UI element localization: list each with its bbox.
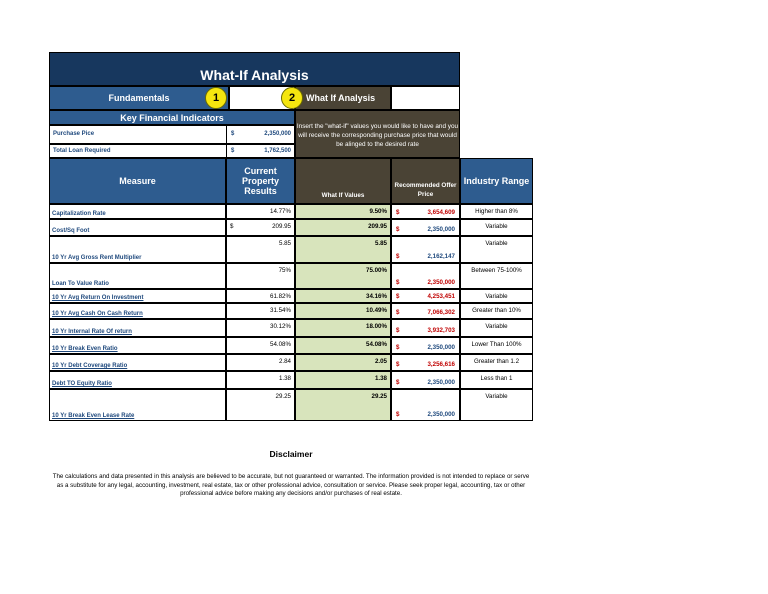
whatif-value[interactable]: 10.49% (366, 307, 387, 314)
current-value: 75% (278, 267, 291, 274)
recommended-value: 2,162,147 (427, 253, 455, 260)
key-indicators-header: Key Financial Indicators (49, 110, 295, 125)
current-value: 14.77% (270, 208, 291, 215)
current-value: 5.85 (278, 240, 291, 247)
range-cell (460, 389, 533, 421)
whatif-values-header: What If Values (295, 158, 391, 204)
industry-range-value: Variable (485, 323, 508, 330)
fundamentals-label: Fundamentals (108, 93, 170, 103)
recommended-cell (391, 389, 460, 421)
current-value: 29.25 (275, 393, 291, 400)
range-cell (460, 289, 533, 303)
whatif-label: What If Analysis (306, 93, 376, 103)
instructions-text: Insert the "what-if" values you would like to have and you will receive the corresponding purchase price that would be alinged to the desired rate (295, 110, 460, 158)
total-loan-currency: $ (231, 148, 235, 154)
measure-label[interactable]: Capitalization Rate (52, 211, 106, 217)
whatif-input-cell[interactable] (295, 289, 391, 303)
current-cell (226, 303, 295, 319)
current-cell (226, 354, 295, 371)
whatif-tab[interactable] (295, 86, 391, 110)
current-value: 209.95 (272, 223, 291, 230)
measure-label[interactable]: 10 Yr Internal Rate Of return (52, 329, 132, 335)
whatif-input-cell[interactable] (295, 319, 391, 337)
range-cell (460, 303, 533, 319)
measure-cell (49, 204, 226, 219)
current-cell (226, 219, 295, 236)
whatif-value[interactable]: 34.16% (366, 293, 387, 300)
range-cell (460, 204, 533, 219)
recommended-price-header: Recommended Offer Price (391, 158, 460, 204)
recommended-cell (391, 337, 460, 354)
whatif-value[interactable]: 1.38 (374, 375, 387, 382)
whatif-input-cell[interactable] (295, 204, 391, 219)
current-value: 31.54% (270, 307, 291, 314)
measure-cell (49, 337, 226, 354)
recommended-cell (391, 319, 460, 337)
current-value: 54.08% (270, 341, 291, 348)
recommended-value: 2,350,000 (427, 279, 455, 286)
industry-range-header: Industry Range (460, 158, 533, 204)
recommended-value: 3,654,609 (427, 209, 455, 216)
table-row (49, 204, 533, 219)
recommended-currency: $ (396, 253, 400, 260)
recommended-currency: $ (396, 327, 400, 334)
purchase-price-row (49, 125, 295, 144)
measure-cell (49, 303, 226, 319)
measure-cell (49, 263, 226, 289)
current-currency: $ (230, 223, 234, 230)
current-cell (226, 389, 295, 421)
recommended-cell (391, 263, 460, 289)
whatif-input-cell[interactable] (295, 303, 391, 319)
current-cell (226, 371, 295, 389)
recommended-currency: $ (396, 379, 400, 386)
industry-range-value: Variable (485, 223, 508, 230)
table-row (49, 263, 533, 289)
table-row (49, 289, 533, 303)
recommended-cell (391, 371, 460, 389)
range-cell (460, 354, 533, 371)
whatif-value[interactable]: 29.25 (371, 393, 387, 400)
industry-range-value: Lower Than 100% (471, 341, 522, 348)
current-value: 30.12% (270, 323, 291, 330)
range-cell (460, 236, 533, 263)
measure-cell (49, 236, 226, 263)
measure-cell (49, 289, 226, 303)
page-title: What-If Analysis (49, 52, 460, 86)
range-cell (460, 371, 533, 389)
recommended-cell (391, 219, 460, 236)
table-row (49, 319, 533, 337)
whatif-input-cell[interactable] (295, 236, 391, 263)
whatif-input-cell[interactable] (295, 371, 391, 389)
measure-label[interactable]: 10 Yr Debt Coverage Ratio (52, 363, 128, 369)
measure-label[interactable]: Loan To Value Ratio (52, 281, 109, 287)
table-row (49, 354, 533, 371)
recommended-cell (391, 289, 460, 303)
whatif-value[interactable]: 18.00% (366, 323, 387, 330)
table-row (49, 303, 533, 319)
industry-range-value: Greater than 1.2 (473, 358, 520, 365)
recommended-value: 2,350,000 (427, 226, 455, 233)
recommended-value: 3,256,616 (427, 361, 455, 368)
current-value: 2.84 (278, 358, 291, 365)
current-cell (226, 319, 295, 337)
whatif-value[interactable]: 209.95 (368, 223, 387, 230)
whatif-value[interactable]: 2.05 (374, 358, 387, 365)
total-loan-label: Total Loan Required (53, 148, 111, 154)
current-value: 1.38 (278, 375, 291, 382)
current-cell (226, 289, 295, 303)
measure-label[interactable]: Debt TO Equity Ratio (52, 381, 112, 387)
recommended-currency: $ (396, 411, 400, 418)
measure-cell (49, 319, 226, 337)
current-results-header: Current Property Results (226, 158, 295, 204)
recommended-value: 2,350,000 (427, 344, 455, 351)
industry-range-value: Greater than 10% (472, 307, 521, 314)
recommended-currency: $ (396, 209, 400, 216)
measure-cell (49, 219, 226, 236)
whatif-value[interactable]: 54.08% (366, 341, 387, 348)
table-row (49, 389, 533, 421)
recommended-value: 7,066,302 (427, 309, 455, 316)
measure-label[interactable]: 10 Yr Avg Return On Investment (52, 295, 144, 301)
purchase-price-value: 2,350,000 (264, 131, 291, 137)
whatif-value[interactable]: 75.00% (366, 267, 387, 274)
recommended-value: 3,932,703 (427, 327, 455, 334)
table-row (49, 337, 533, 354)
measure-label[interactable]: Cost/Sq Foot (52, 228, 90, 234)
nav-empty-cell (391, 86, 460, 110)
whatif-value[interactable]: 5.85 (374, 240, 387, 247)
measure-label[interactable]: 10 Yr Break Even Ratio (52, 346, 118, 352)
industry-range-value: Variable (485, 393, 508, 400)
recommended-cell (391, 303, 460, 319)
recommended-cell (391, 236, 460, 263)
measure-cell (49, 371, 226, 389)
total-loan-row (49, 144, 295, 158)
fundamentals-tab[interactable] (49, 86, 229, 110)
industry-range-value: Variable (485, 240, 508, 247)
measure-label[interactable]: 10 Yr Avg Cash On Cash Return (52, 311, 143, 317)
whatif-input-cell[interactable] (295, 337, 391, 354)
recommended-currency: $ (396, 344, 400, 351)
recommended-currency: $ (396, 226, 400, 233)
current-value: 61.82% (270, 293, 291, 300)
current-cell (226, 263, 295, 289)
whatif-value[interactable]: 9.50% (369, 208, 387, 215)
whatif-input-cell[interactable] (295, 354, 391, 371)
recommended-cell (391, 354, 460, 371)
range-cell (460, 263, 533, 289)
current-cell (226, 236, 295, 263)
recommended-cell (391, 204, 460, 219)
recommended-value: 2,350,000 (427, 411, 455, 418)
industry-range-value: Variable (485, 293, 508, 300)
recommended-currency: $ (396, 293, 400, 300)
range-cell (460, 337, 533, 354)
range-cell (460, 319, 533, 337)
table-row (49, 371, 533, 389)
measure-label[interactable]: 10 Yr Avg Gross Rent Multiplier (52, 255, 142, 261)
disclaimer-text: The calculations and data presented in this analysis are believed to be accurate, but not guaranteed or warranted. The information provided is not intended to replace or serve as a substitute for any legal, accounting, investment, real estate, tax or other professional advice, consultation or service. Please seek proper legal, accounting, tax or other professional advice before making any decisions and/or purchases of real estate. (52, 473, 530, 497)
whatif-input-cell[interactable] (295, 389, 391, 421)
range-cell (460, 219, 533, 236)
step-1-badge[interactable]: 1 (205, 87, 227, 109)
table-row (49, 219, 533, 236)
current-cell (226, 337, 295, 354)
purchase-price-label: Purchase Pice (53, 131, 95, 137)
recommended-value: 2,350,000 (427, 379, 455, 386)
recommended-currency: $ (396, 309, 400, 316)
measure-cell (49, 354, 226, 371)
step-2-badge[interactable]: 2 (281, 87, 303, 109)
recommended-value: 4,253,451 (427, 293, 455, 300)
measure-label[interactable]: 10 Yr Break Even Lease Rate (52, 413, 135, 419)
industry-range-value: Less than 1 (480, 375, 513, 382)
recommended-currency: $ (396, 361, 400, 368)
disclaimer-title: Disclaimer (269, 449, 313, 459)
whatif-input-cell[interactable] (295, 219, 391, 236)
measure-header: Measure (49, 158, 226, 204)
total-loan-value: 1,762,500 (264, 148, 291, 154)
industry-range-value: Higher than 8% (475, 208, 518, 215)
whatif-input-cell[interactable] (295, 263, 391, 289)
measure-cell (49, 389, 226, 421)
purchase-price-currency: $ (231, 131, 235, 137)
table-row (49, 236, 533, 263)
recommended-currency: $ (396, 279, 400, 286)
industry-range-value: Between 75-100% (471, 267, 522, 274)
current-cell (226, 204, 295, 219)
